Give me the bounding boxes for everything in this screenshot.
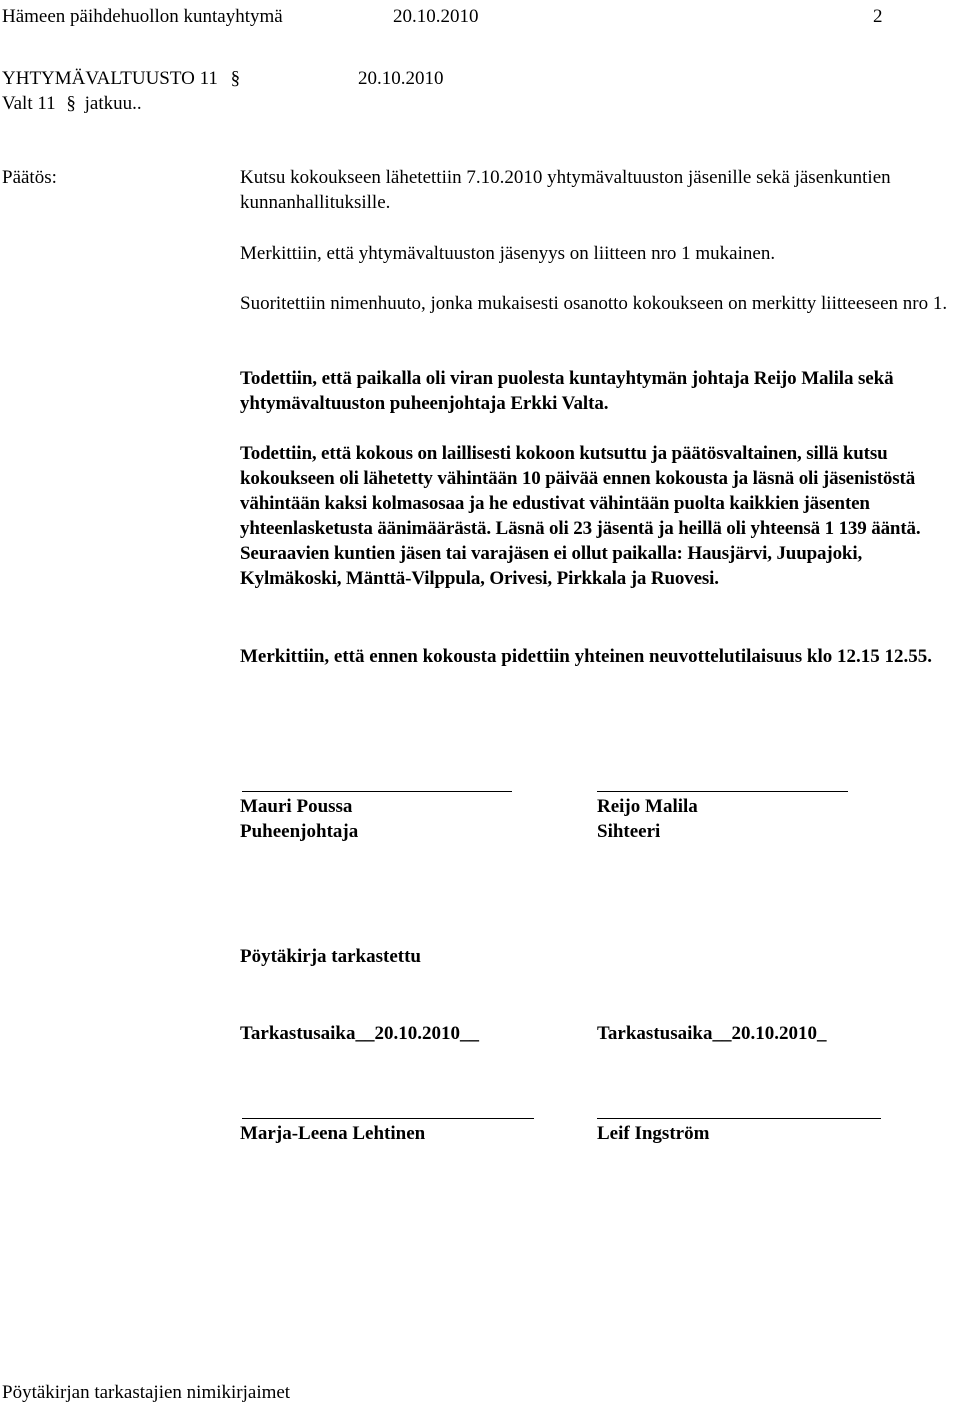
reviewer-line-left	[242, 1118, 534, 1119]
review-heading: Pöytäkirja tarkastettu	[240, 946, 421, 967]
header-date: 20.10.2010	[393, 6, 479, 27]
section-date: 20.10.2010	[358, 68, 444, 89]
signature-line-left	[242, 791, 512, 792]
section-title-text: YHTYMÄVALTUUSTO 11	[2, 68, 218, 89]
review-time-right: Tarkastusaika__20.10.2010_	[597, 1023, 827, 1044]
section-title	[2, 66, 240, 91]
decision-paragraph-2: Merkittiin, että yhtymävaltuuston jäsenyys on liitteen nro 1 mukainen.	[240, 243, 776, 264]
signer-title-left: Puheenjohtaja	[240, 821, 359, 842]
decision-paragraph-3: Suoritettiin nimenhuuto, jonka mukaisesti osanotto kokoukseen on merkitty liitteeseen nro 1.	[240, 293, 948, 314]
section-sign-icon: §	[66, 93, 76, 114]
decision-paragraph-6: Merkittiin, että ennen kokousta pidettiin yhteinen neuvottelutilaisuus klo 12.15 12.55.	[240, 646, 932, 667]
decision-paragraph-1: Kutsu kokoukseen lähetettiin 7.10.2010 yhtymävaltuuston jäsenille sekä jäsenkuntien kunnanhallituksille.	[240, 167, 891, 213]
reviewer-line-right	[597, 1118, 881, 1119]
signer-name-left: Mauri Poussa	[240, 796, 353, 817]
footer-text: Pöytäkirjan tarkastajien nimikirjaimet	[2, 1382, 291, 1403]
signer-title-right: Sihteeri	[597, 821, 661, 842]
decision-label: Päätös:	[2, 167, 57, 188]
reviewer-name-left: Marja-Leena Lehtinen	[240, 1123, 426, 1144]
header-org: Hämeen päihdehuollon kuntayhtymä	[2, 6, 283, 27]
review-time-left: Tarkastusaika__20.10.2010__	[240, 1023, 479, 1044]
continuation-text: Valt 11	[2, 93, 56, 114]
reviewer-name-right: Leif Ingström	[597, 1123, 710, 1144]
signature-line-right	[597, 791, 848, 792]
page-number: 2	[873, 6, 883, 27]
section-continuation	[2, 91, 142, 116]
signer-name-right: Reijo Malila	[597, 796, 698, 817]
section-sign-icon: §	[230, 68, 241, 89]
decision-paragraph-4: Todettiin, että paikalla oli viran puolesta kuntayhtymän johtaja Reijo Malila sekä yhtymävaltuuston puheenjohtaja Erkki Valta.	[240, 368, 894, 414]
continuation-suffix: jatkuu..	[84, 93, 142, 114]
decision-paragraph-5: Todettiin, että kokous on laillisesti kokoon kutsuttu ja päätösvaltainen, sillä kutsu kokoukseen oli lähetetty vähintään 10 päivää ennen kokousta ja läsnä oli jäsenistöstä vähintään kaksi kolmasosaa ja he edustivat vähintään puolta kaikkien jäsenten yhteenlasketusta äänimäärästä. Läsnä oli 23 jäsentä ja heillä oli yhteensä 1 139 ääntä. Seuraavien kuntien jäsen tai varajäsen ei ollut paikalla: Hausjärvi, Juupajoki, Kylmäkoski, Mänttä-Vilppula, Orivesi, Pirkkala ja Ruovesi.	[240, 443, 921, 589]
